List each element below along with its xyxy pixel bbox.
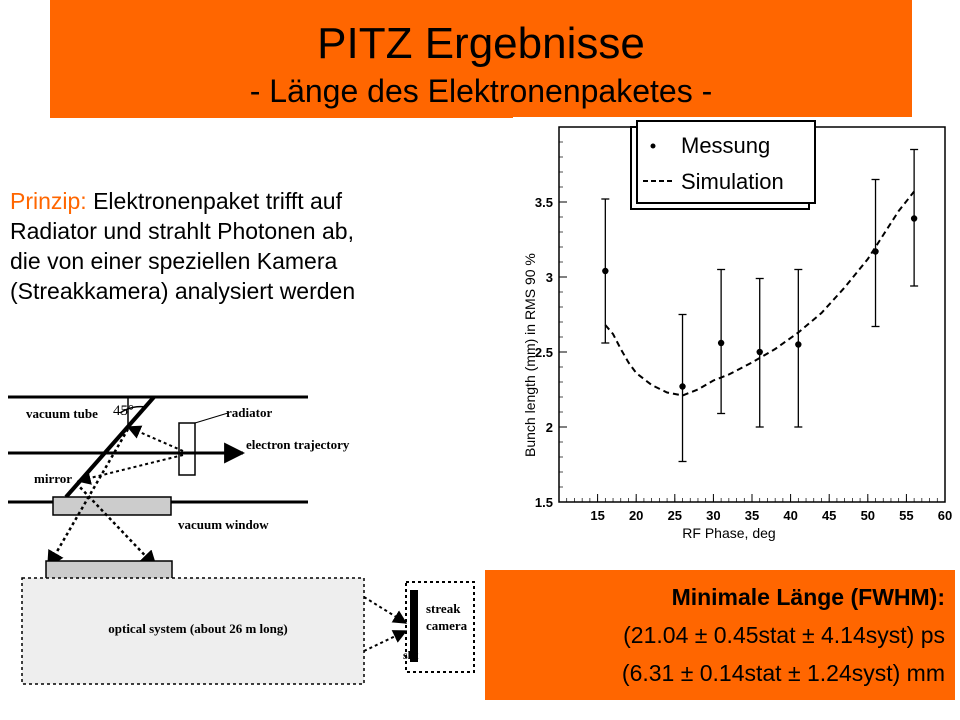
legend-label-messung: Messung <box>681 133 771 158</box>
principle-line-1: Elektronenpaket trifft auf <box>86 188 342 214</box>
legend-marker-messung <box>651 144 656 149</box>
slit-label: slit <box>403 648 419 662</box>
vacuum-tube-label: vacuum tube <box>26 406 98 421</box>
vacuum-window <box>53 497 171 515</box>
x-tick-label: 25 <box>667 508 683 523</box>
slide-title: PITZ Ergebnisse <box>317 19 645 68</box>
electron-trajectory-label: electron trajectory <box>246 437 350 452</box>
x-tick-label: 30 <box>706 508 721 523</box>
result-title: Minimale Länge (FWHM): <box>671 584 945 610</box>
photon-path-1 <box>128 427 183 451</box>
radiator-leader <box>195 413 228 423</box>
chart-legend <box>631 121 815 209</box>
y-tick-label: 3 <box>545 270 553 285</box>
ray-to-slit-1 <box>364 597 406 623</box>
title-banner <box>50 0 912 118</box>
y-tick-label: 3.5 <box>534 195 553 210</box>
slide-subtitle: - Länge des Elektronenpaketes - <box>249 73 713 109</box>
ray-to-slit-2 <box>364 631 406 651</box>
angle-label: 45° <box>113 403 134 419</box>
measurement-point <box>757 349 763 355</box>
optical-entry-window <box>46 561 172 579</box>
measurement-point <box>872 248 878 254</box>
optical-system-label: optical system (about 26 m long) <box>108 621 288 636</box>
principle-line-2: Radiator und strahlt Photonen ab, <box>10 218 354 244</box>
result-line-mm: (6.31 ± 0.14stat ± 1.24syst) mm <box>621 660 945 686</box>
radiator-label: radiator <box>226 405 273 420</box>
measurement-point <box>602 268 608 274</box>
setup-diagram <box>8 385 478 715</box>
result-line-ps: (21.04 ± 0.45stat ± 4.14syst) ps <box>623 622 945 648</box>
measurement-point <box>679 383 685 389</box>
x-tick-label: 50 <box>860 508 876 523</box>
streak-camera-label-2: camera <box>426 618 468 633</box>
y-axis-label: Bunch length (mm) in RMS 90 % <box>522 253 538 457</box>
x-tick-label: 55 <box>899 508 914 523</box>
ray-right <box>76 483 156 567</box>
bunch-length-chart <box>513 117 960 545</box>
principle-line-4: (Streakkamera) analysiert werden <box>10 278 356 304</box>
legend-label-simulation: Simulation <box>681 169 784 194</box>
principle-lead: Prinzip: <box>10 188 87 214</box>
x-axis-label: RF Phase, deg <box>682 525 776 541</box>
measurement-point <box>795 341 801 347</box>
principle-line-3: die von einer speziellen Kamera <box>10 248 338 274</box>
measurement-point <box>911 215 917 221</box>
measurement-point <box>718 340 724 346</box>
x-tick-label: 35 <box>744 508 760 523</box>
vacuum-window-label: vacuum window <box>178 517 269 532</box>
x-tick-label: 45 <box>821 508 837 523</box>
streak-camera-label-1: streak <box>426 601 461 616</box>
x-tick-label: 40 <box>783 508 798 523</box>
y-tick-label: 2.5 <box>534 345 553 360</box>
x-tick-label: 15 <box>590 508 605 523</box>
principle-text <box>10 186 490 306</box>
radiator-plate <box>179 423 195 475</box>
result-box <box>485 570 955 700</box>
y-tick-label: 2 <box>545 420 553 435</box>
mirror-label: mirror <box>34 471 73 486</box>
y-tick-label: 1.5 <box>534 495 553 510</box>
x-tick-label: 20 <box>628 508 644 523</box>
x-tick-label: 60 <box>937 508 953 523</box>
